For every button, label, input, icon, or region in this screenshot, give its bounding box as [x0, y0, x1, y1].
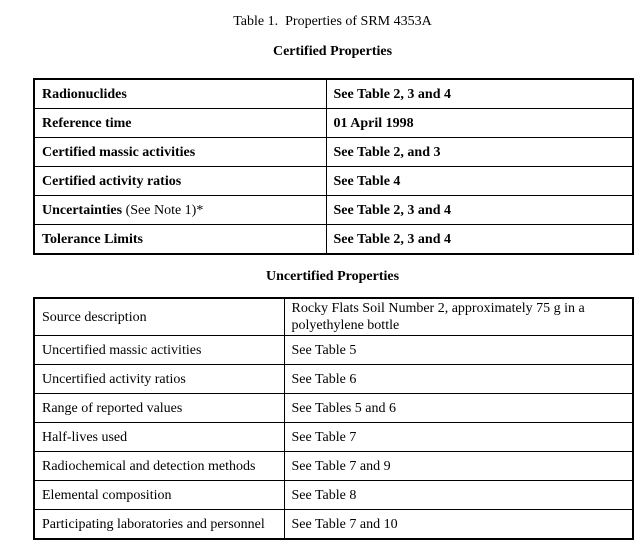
property-label: Certified activity ratios: [42, 173, 182, 189]
value-cell: See Table 2, 3 and 4: [326, 225, 633, 255]
value-cell: See Table 2, 3 and 4: [326, 196, 633, 225]
table-row: [34, 365, 633, 394]
property-cell: Elemental composition: [34, 481, 284, 510]
property-cell: [34, 225, 326, 255]
document-title: Table 1. Properties of SRM 4353A: [233, 14, 432, 29]
table-row: [34, 481, 633, 510]
table-row: [34, 510, 633, 540]
value-cell: See Table 7: [284, 423, 633, 452]
property-cell: Radiochemical and detection methods: [34, 452, 284, 481]
property-cell: [34, 167, 326, 196]
table-row: [34, 452, 633, 481]
property-label: Certified massic activities: [42, 144, 196, 160]
value-cell: See Table 8: [284, 481, 633, 510]
value-cell: 01 April 1998: [326, 109, 633, 138]
table-row: [34, 79, 633, 109]
uncertified-properties-heading: Uncertified Properties: [265, 269, 400, 284]
value-cell: See Table 5: [284, 336, 633, 365]
certified-properties-heading: Certified Properties: [272, 44, 393, 59]
property-note: (See Note 1)*: [122, 202, 204, 218]
property-cell: Source description: [34, 298, 284, 336]
property-cell: Half-lives used: [34, 423, 284, 452]
property-cell: [34, 79, 326, 109]
table-row: [34, 336, 633, 365]
value-cell: See Table 7 and 10: [284, 510, 633, 540]
property-cell: Uncertified activity ratios: [34, 365, 284, 394]
property-cell: [34, 109, 326, 138]
table-row: [34, 109, 633, 138]
property-cell: [34, 138, 326, 167]
table-row: [34, 167, 633, 196]
property-cell: Participating laboratories and personnel: [34, 510, 284, 540]
certified-properties-table: [33, 78, 634, 255]
table-row: [34, 196, 633, 225]
property-label: Radionuclides: [42, 86, 127, 102]
property-label: Reference time: [42, 115, 132, 131]
table-row: [34, 225, 633, 255]
table-row: [34, 394, 633, 423]
value-cell: See Table 6: [284, 365, 633, 394]
value-cell: See Table 2, and 3: [326, 138, 633, 167]
table-row: [34, 298, 633, 336]
property-label: Uncertainties: [42, 202, 123, 218]
value-cell: See Tables 5 and 6: [284, 394, 633, 423]
value-cell: See Table 4: [326, 167, 633, 196]
property-cell: Uncertified massic activities: [34, 336, 284, 365]
value-cell: Rocky Flats Soil Number 2, approximately 75 g in a polyethylene bottle: [284, 298, 633, 336]
property-cell: [34, 196, 326, 225]
property-label: Tolerance Limits: [42, 231, 143, 247]
value-cell: See Table 7 and 9: [284, 452, 633, 481]
table-row: [34, 423, 633, 452]
value-cell: See Table 2, 3 and 4: [326, 79, 633, 109]
property-cell: Range of reported values: [34, 394, 284, 423]
uncertified-properties-table: [33, 297, 634, 540]
table-row: [34, 138, 633, 167]
